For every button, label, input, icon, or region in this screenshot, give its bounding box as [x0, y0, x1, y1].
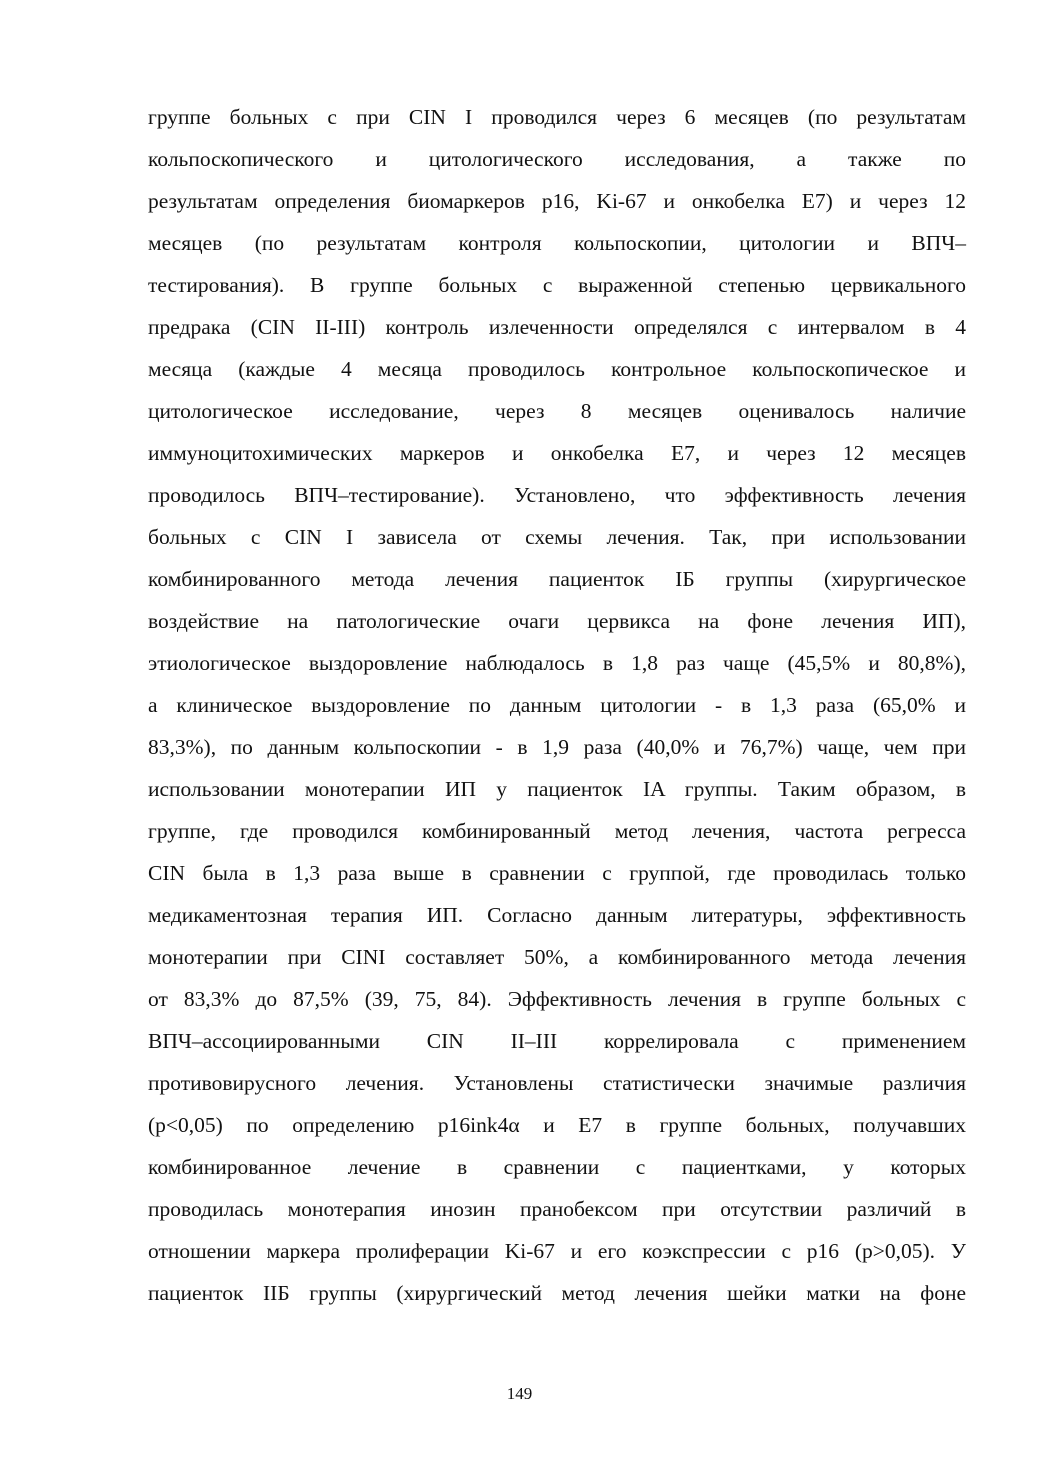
- text-line: цитологическое исследование, через 8 месяцев оценивалось наличие: [148, 399, 966, 423]
- text-line: от 83,3% до 87,5% (39, 75, 84). Эффективность лечения в группе больных с: [148, 987, 966, 1011]
- text-line: больных с CIN I зависела от схемы лечения. Так, при использовании: [148, 525, 966, 549]
- text-line: 83,3%), по данным кольпоскопии - в 1,9 раза (40,0% и 76,7%) чаще, чем при: [148, 735, 966, 759]
- text-line: тестирования). В группе больных с выраженной степенью цервикального: [148, 273, 966, 297]
- text-line: монотерапии при CINI составляет 50%, а комбинированного метода лечения: [148, 945, 966, 969]
- text-line: месяцев (по результатам контроля кольпоскопии, цитологии и ВПЧ–: [148, 231, 966, 255]
- text-line: (p<0,05) по определению p16ink4α и E7 в группе больных, получавших: [148, 1113, 966, 1137]
- text-line: воздействие на патологические очаги цервикса на фоне лечения ИП),: [148, 609, 966, 633]
- text-line: группе больных с при CIN I проводился через 6 месяцев (по результатам: [148, 105, 966, 129]
- text-line: а клиническое выздоровление по данным цитологии - в 1,3 раза (65,0% и: [148, 693, 966, 717]
- text-line: результатам определения биомаркеров p16, Ki-67 и онкобелка E7) и через 12: [148, 189, 966, 213]
- text-line: группе, где проводился комбинированный метод лечения, частота регресса: [148, 819, 966, 843]
- text-line: противовирусного лечения. Установлены статистически значимые различия: [148, 1071, 966, 1095]
- text-line: кольпоскопического и цитологического исследования, а также по: [148, 147, 966, 171]
- page-number: 149: [506, 1384, 533, 1403]
- text-line: месяца (каждые 4 месяца проводилось контрольное кольпоскопическое и: [148, 357, 966, 381]
- text-line: CIN была в 1,3 раза выше в сравнении с группой, где проводилась только: [148, 861, 966, 885]
- text-line: иммуноцитохимических маркеров и онкобелка E7, и через 12 месяцев: [148, 441, 966, 465]
- text-line: использовании монотерапии ИП у пациенток IA группы. Таким образом, в: [148, 777, 966, 801]
- text-line: отношении маркера пролиферации Ki-67 и его коэкспрессии с p16 (p>0,05). У: [148, 1239, 966, 1263]
- text-line: комбинированного метода лечения пациенток IБ группы (хирургическое: [148, 567, 966, 591]
- text-line: этиологическое выздоровление наблюдалось в 1,8 раз чаще (45,5% и 80,8%),: [148, 651, 966, 675]
- text-line: ВПЧ–ассоциированными CIN II–III коррелировала с применением: [148, 1029, 966, 1053]
- text-line: комбинированное лечение в сравнении с пациентками, у которых: [148, 1155, 966, 1179]
- text-line: проводилось ВПЧ–тестирование). Установлено, что эффективность лечения: [148, 483, 966, 507]
- text-line: предрака (CIN II-III) контроль излеченности определялся с интервалом в 4: [148, 315, 966, 339]
- text-line: медикаментозная терапия ИП. Согласно данным литературы, эффективность: [148, 903, 966, 927]
- text-line: пациенток IIБ группы (хирургический метод лечения шейки матки на фоне: [148, 1281, 966, 1305]
- document-body: [148, 96, 966, 1314]
- text-line: проводилась монотерапия инозин пранобексом при отсутствии различий в: [148, 1197, 966, 1221]
